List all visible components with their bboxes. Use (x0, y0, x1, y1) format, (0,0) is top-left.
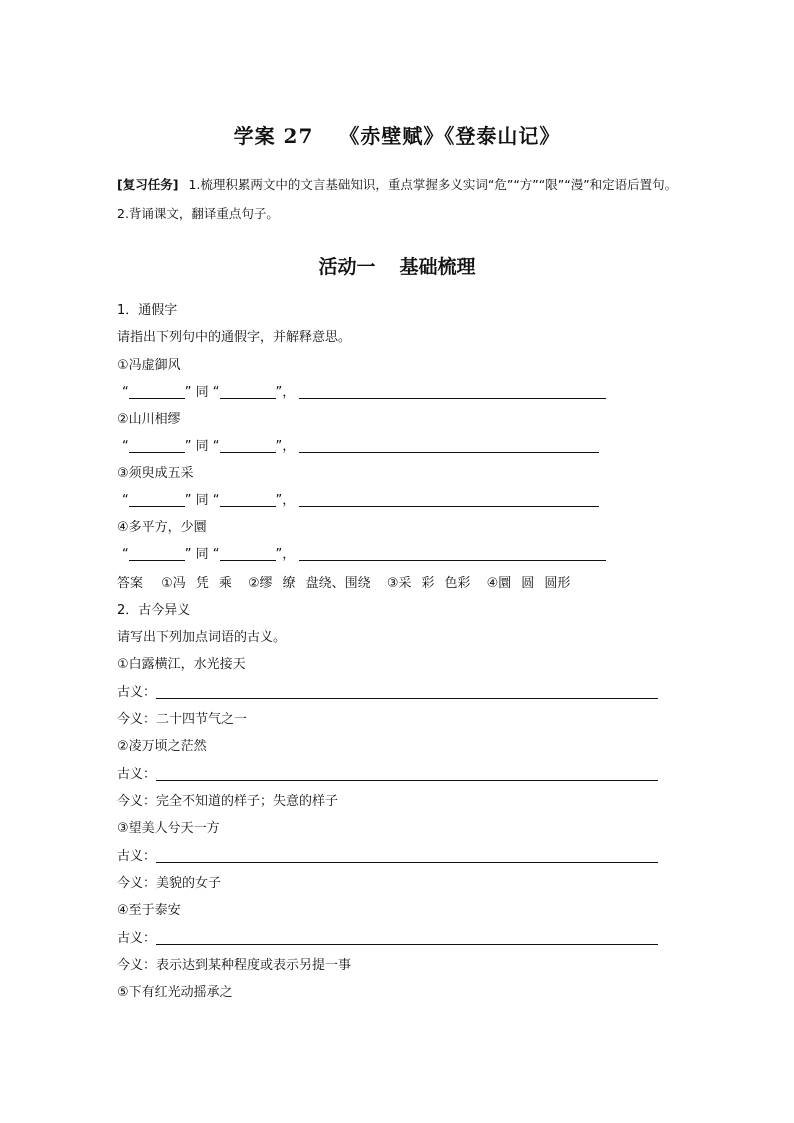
answer-group-4: ④圜 圆 圆形 (486, 576, 571, 591)
gujin-sentence-3: ③望美人兮天一方 (117, 821, 220, 836)
answer-group-2: ②缪 缭 盘绕、围绕 (247, 576, 371, 591)
jin-row-2: 今义：完全不知道的样子；失意的样子 (117, 794, 339, 809)
close-quote: ” (184, 439, 192, 454)
title-text: 《赤壁赋》《登泰山记》 (339, 124, 561, 148)
open-quote: “ (122, 547, 129, 562)
answer-blank[interactable] (220, 546, 276, 561)
gu-blank[interactable] (156, 930, 658, 945)
gu-label: 古义： (117, 931, 157, 946)
activity-title (0, 252, 794, 279)
answer-blank[interactable] (129, 384, 185, 399)
activity-name: 活动一 (318, 256, 376, 278)
answer-blank[interactable] (129, 438, 185, 453)
close-quote: ” (184, 493, 192, 508)
tongjia-blank-row-3 (122, 490, 599, 512)
answer-blank[interactable] (220, 384, 276, 399)
tongjia-sentence-2: ②山川相缪 (117, 412, 181, 427)
meaning-blank[interactable] (299, 546, 606, 561)
section2-heading: 2．古今异义 (117, 603, 191, 618)
section2-instruction: 请写出下列加点词语的古义。 (117, 630, 287, 645)
comma: ， (282, 547, 296, 562)
section1-answer (117, 573, 582, 595)
gu-row-3 (117, 846, 658, 868)
close-quote: ” (275, 493, 283, 508)
close-quote: ” (184, 547, 192, 562)
close-quote: ” (184, 385, 192, 400)
open-quote: “ (122, 439, 129, 454)
answer-blank[interactable] (129, 492, 185, 507)
tongjia-sentence-4: ④多平方，少圜 (117, 520, 207, 535)
same-as-label: 同 (195, 493, 209, 508)
comma: ， (282, 439, 296, 454)
tongjia-sentence-3: ③须臾成五采 (117, 466, 194, 481)
review-task (117, 170, 687, 228)
page-title (0, 120, 794, 149)
answer-group-1: ①冯 凭 乘 (161, 576, 232, 591)
gu-blank[interactable] (156, 766, 658, 781)
gujin-sentence-5: ⑤下有红光动摇承之 (117, 985, 233, 1000)
close-quote: ” (275, 547, 283, 562)
gu-blank[interactable] (156, 684, 658, 699)
same-as-label: 同 (195, 439, 209, 454)
close-quote: ” (275, 439, 283, 454)
gu-row-4 (117, 928, 658, 950)
review-task-tag: [复习任务] (117, 177, 179, 192)
gu-blank[interactable] (156, 848, 658, 863)
open-quote: “ (122, 385, 129, 400)
jin-row-3: 今义：美貌的女子 (117, 876, 222, 891)
gujin-sentence-1: ①白露横江，水光接天 (117, 657, 246, 672)
answer-group-3: ③采 彩 色彩 (386, 576, 471, 591)
section1-instruction: 请指出下列句中的通假字，并解释意思。 (117, 330, 352, 345)
gu-label: 古义： (117, 685, 157, 700)
gujin-sentence-2: ②凌万顷之茫然 (117, 739, 207, 754)
tongjia-sentence-1: ①冯虚御风 (117, 358, 181, 373)
close-quote: ” (275, 385, 283, 400)
review-task-text: 1.梳理积累两文中的文言基础知识，重点掌握多义实词“危”“方”“限”“漫”和定语后置句。2.背诵课文，翻译重点句子。 (117, 177, 678, 221)
answer-blank[interactable] (129, 546, 185, 561)
comma: ， (282, 385, 296, 400)
activity-title-text: 基础梳理 (399, 256, 476, 278)
same-as-label: 同 (195, 385, 209, 400)
answer-blank[interactable] (220, 438, 276, 453)
jin-row-4: 今义：表示达到某种程度或表示另提一事 (117, 958, 352, 973)
tongjia-blank-row-4 (122, 544, 606, 566)
gu-label: 古义： (117, 767, 157, 782)
title-prefix: 学案 27 (233, 124, 314, 148)
gu-label: 古义： (117, 849, 157, 864)
gu-row-2 (117, 764, 658, 786)
comma: ， (282, 493, 296, 508)
open-quote: “ (122, 493, 129, 508)
answer-label: 答案 (117, 576, 144, 591)
gujin-sentence-4: ④至于泰安 (117, 903, 181, 918)
open-quote: “ (212, 385, 220, 400)
jin-row-1: 今义：二十四节气之一 (117, 712, 248, 727)
open-quote: “ (212, 547, 220, 562)
tongjia-blank-row-1 (122, 382, 606, 404)
open-quote: “ (212, 439, 220, 454)
same-as-label: 同 (195, 547, 209, 562)
answer-blank[interactable] (220, 492, 276, 507)
gu-row-1 (117, 682, 658, 704)
meaning-blank[interactable] (299, 492, 599, 507)
tongjia-blank-row-2 (122, 436, 599, 458)
open-quote: “ (212, 493, 220, 508)
meaning-blank[interactable] (299, 384, 606, 399)
section1-heading: 1．通假字 (117, 303, 178, 318)
meaning-blank[interactable] (299, 438, 599, 453)
